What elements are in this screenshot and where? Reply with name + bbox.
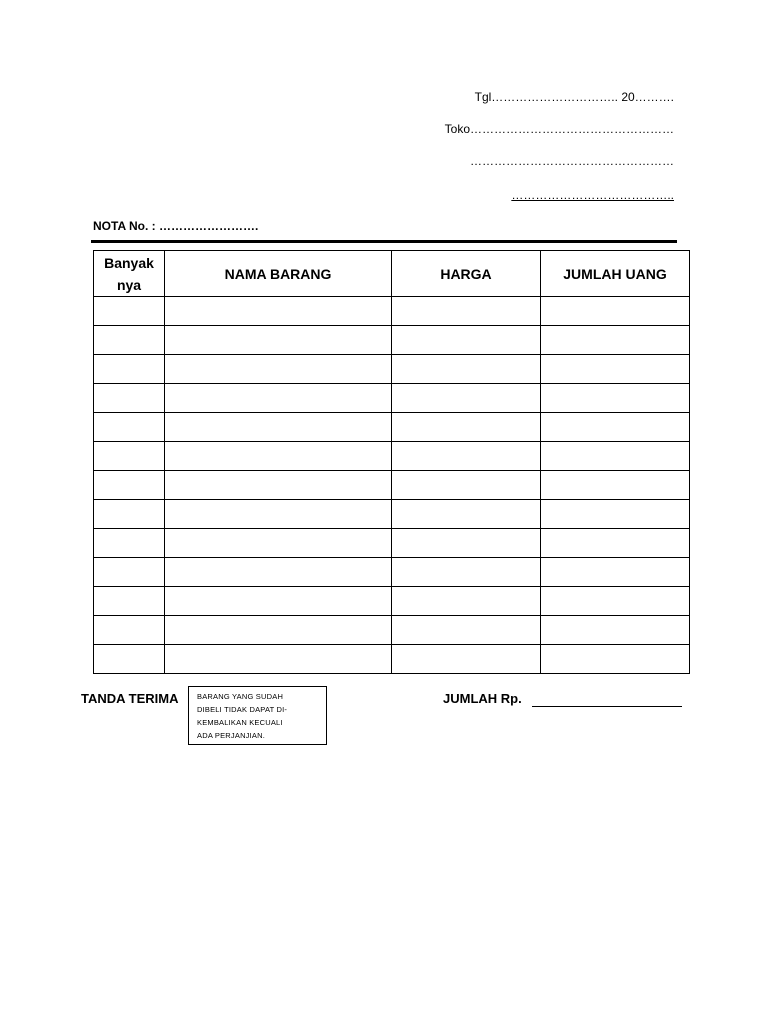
amount-cell	[541, 645, 690, 674]
shop-field: Toko……………………………………………	[444, 122, 674, 136]
price-cell	[392, 587, 541, 616]
total-label: JUMLAH Rp.	[443, 691, 522, 706]
quantity-cell	[94, 442, 165, 471]
address-line-2: …………………………………..	[511, 188, 674, 202]
quantity-cell	[94, 326, 165, 355]
table-row	[94, 384, 690, 413]
price-cell	[392, 529, 541, 558]
amount-cell	[541, 326, 690, 355]
item-name-cell	[165, 616, 392, 645]
amount-cell	[541, 297, 690, 326]
quantity-cell	[94, 297, 165, 326]
column-header-amount: JUMLAH UANG	[541, 251, 690, 297]
amount-cell	[541, 413, 690, 442]
items-table-body	[94, 297, 690, 674]
table-row	[94, 529, 690, 558]
amount-cell	[541, 529, 690, 558]
column-header-quantity-line2: nya	[116, 276, 142, 293]
received-signature-label: TANDA TERIMA	[81, 691, 179, 706]
quantity-cell	[94, 471, 165, 500]
date-field: Tgl………………………….. 20……….	[474, 90, 674, 104]
item-name-cell	[165, 384, 392, 413]
item-name-cell	[165, 471, 392, 500]
item-name-cell	[165, 442, 392, 471]
column-header-quantity-line1: Banyak	[104, 254, 154, 271]
price-cell	[392, 326, 541, 355]
quantity-cell	[94, 384, 165, 413]
quantity-cell	[94, 355, 165, 384]
amount-cell	[541, 355, 690, 384]
quantity-cell	[94, 413, 165, 442]
quantity-cell	[94, 529, 165, 558]
price-cell	[392, 442, 541, 471]
notice-line: ADA PERJANJIAN.	[197, 731, 266, 740]
item-name-cell	[165, 355, 392, 384]
nota-number: NOTA No. : …………………….	[93, 219, 259, 233]
item-name-cell	[165, 587, 392, 616]
amount-cell	[541, 471, 690, 500]
table-row	[94, 471, 690, 500]
price-cell	[392, 558, 541, 587]
item-name-cell	[165, 645, 392, 674]
price-cell	[392, 500, 541, 529]
quantity-cell	[94, 558, 165, 587]
table-row	[94, 413, 690, 442]
table-row	[94, 500, 690, 529]
item-name-cell	[165, 326, 392, 355]
total-amount-line	[532, 706, 682, 707]
return-policy-notice	[188, 686, 327, 745]
amount-cell	[541, 616, 690, 645]
column-header-item-name: NAMA BARANG	[165, 251, 392, 297]
price-cell	[392, 384, 541, 413]
quantity-cell	[94, 587, 165, 616]
table-row	[94, 355, 690, 384]
table-row	[94, 587, 690, 616]
item-name-cell	[165, 558, 392, 587]
price-cell	[392, 616, 541, 645]
table-row	[94, 645, 690, 674]
item-name-cell	[165, 529, 392, 558]
notice-line: KEMBALIKAN KECUALI	[197, 718, 283, 727]
table-row	[94, 442, 690, 471]
column-header-quantity	[94, 251, 165, 297]
header-divider	[91, 240, 677, 243]
price-cell	[392, 355, 541, 384]
quantity-cell	[94, 616, 165, 645]
notice-line: BARANG YANG SUDAH	[197, 692, 284, 701]
amount-cell	[541, 384, 690, 413]
table-row	[94, 558, 690, 587]
item-name-cell	[165, 500, 392, 529]
items-table	[93, 250, 690, 674]
amount-cell	[541, 442, 690, 471]
price-cell	[392, 297, 541, 326]
address-line-1: ……………………………………………	[470, 154, 674, 168]
amount-cell	[541, 587, 690, 616]
amount-cell	[541, 500, 690, 529]
item-name-cell	[165, 413, 392, 442]
table-row	[94, 326, 690, 355]
amount-cell	[541, 558, 690, 587]
price-cell	[392, 645, 541, 674]
price-cell	[392, 471, 541, 500]
column-header-price: HARGA	[392, 251, 541, 297]
table-row	[94, 297, 690, 326]
quantity-cell	[94, 645, 165, 674]
table-row	[94, 616, 690, 645]
item-name-cell	[165, 297, 392, 326]
table-header-row	[94, 251, 690, 297]
price-cell	[392, 413, 541, 442]
quantity-cell	[94, 500, 165, 529]
notice-line: DIBELI TIDAK DAPAT DI-	[197, 705, 288, 714]
